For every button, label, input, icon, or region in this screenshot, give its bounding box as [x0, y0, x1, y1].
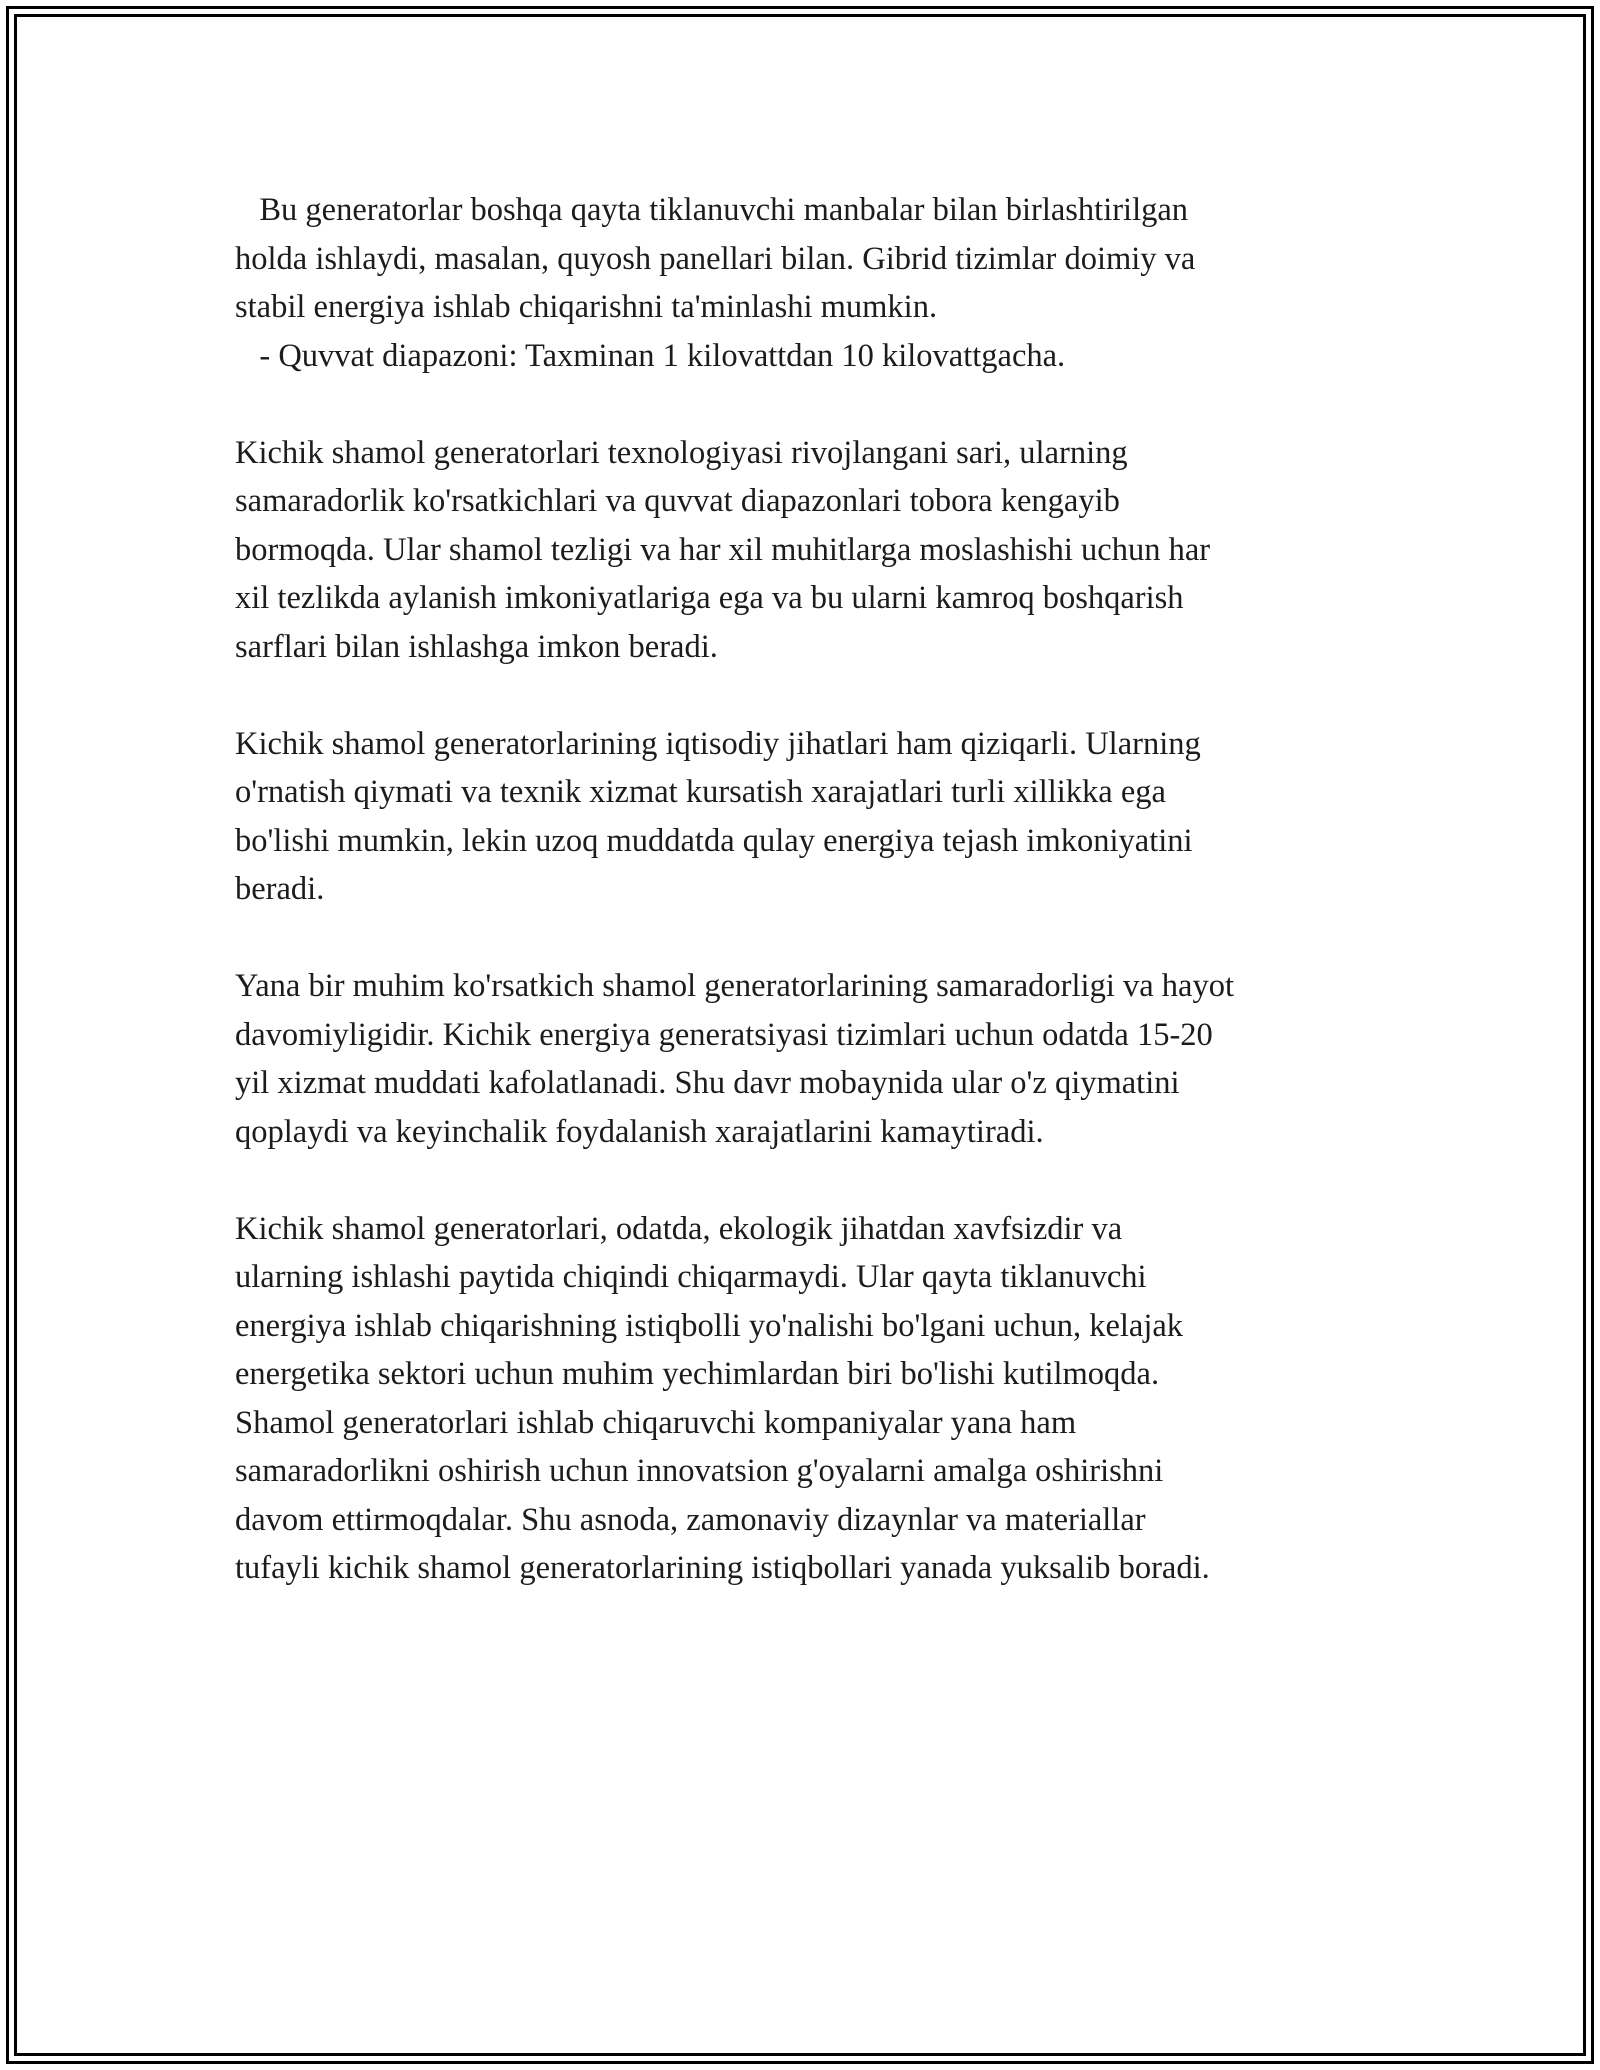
paragraph-efficiency-lifetime: Yana bir muhim ko'rsatkich shamol generatorlarining samaradorligi va hayot davomiyligidir. Kichik energiya generatsiyasi tizimlari uchun odatda 15-20 yil xizmat muddati kafolatlanadi. Shu davr mobaynida ular o'z qiymatini qoplaydi va keyinchalik foydalanish xarajatlarini kamaytiradi. — [235, 968, 1234, 1150]
paragraph-hybrid-systems: Bu generatorlar boshqa qayta tiklanuvchi manbalar bilan birlashtirilgan holda ishlaydi, masalan, quyosh panellari bilan. Gibrid tizimlar doimiy va stabil energiya ishlab chiqarishni ta'minlashi mumkin. - Quvvat diapazoni: Taxminan 1 kilovattdan 10 kilovattgacha. — [235, 192, 1196, 374]
paragraph-ecology-outlook: Kichik shamol generatorlari, odatda, ekologik jihatdan xavfsizdir va ularning ishlashi paytida chiqindi chiqarmaydi. Ular qayta tiklanuvchi energiya ishlab chiqarishning istiqbolli yo'nalishi bo'lgani uchun, kelajak energetika sektori uchun muhim yechimlardan biri bo'lishi kutilmoqda. Shamol generatorlari ishlab chiqaruvchi kompaniyalar yana ham samaradorlikni oshirish uchun innovatsion g'oyalarni amalga oshirishni davom ettirmoqdalar. Shu asnoda, zamonaviy dizaynlar va materiallar tufayli kichik shamol generatorlarining istiqbollari yanada yuksalib boradi. — [235, 1210, 1210, 1586]
document-body — [235, 186, 1375, 1593]
paragraph-economic-aspects: Kichik shamol generatorlarining iqtisodiy jihatlari ham qiziqarli. Ularning o'rnatish qiymati va texnik xizmat kursatish xarajatlari turli xillikka ega bo'lishi mumkin, lekin uzoq muddatda qulay energiya tejash imkoniyatini beradi. — [235, 725, 1201, 907]
paragraph-technology-development: Kichik shamol generatorlari texnologiyasi rivojlangani sari, ularning samaradorlik ko'rsatkichlari va quvvat diapazonlari tobora kengayib bormoqda. Ular shamol tezligi va har xil muhitlarga moslashishi uchun har xil tezlikda aylanish imkoniyatlariga ega va bu ularni kamroq boshqarish sarflari bilan ishlashga imkon beradi. — [235, 434, 1211, 665]
